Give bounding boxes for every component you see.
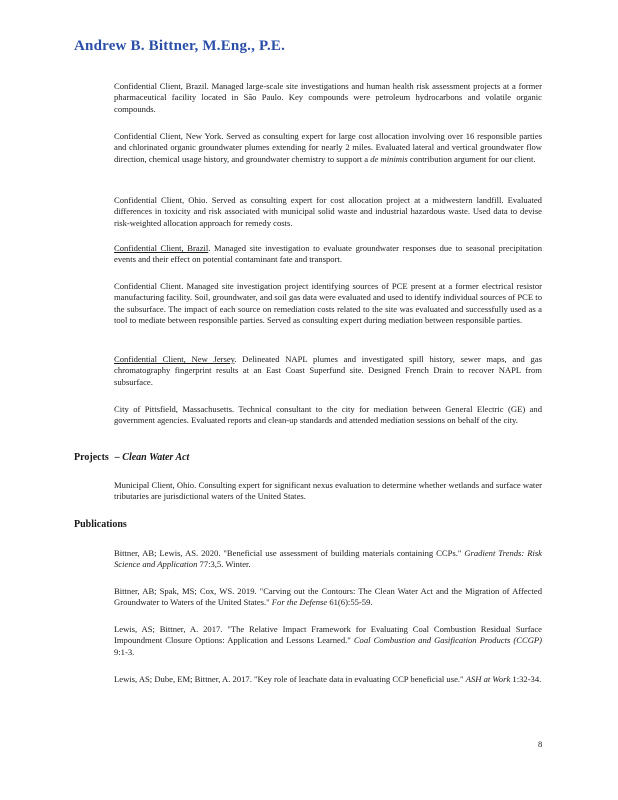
publication-journal: ASH at Work: [465, 674, 511, 684]
experience-entry: [114, 195, 542, 229]
section-projects-heading: [74, 452, 189, 463]
entry-client: Municipal Client, Ohio: [114, 480, 195, 490]
publication-text: Lewis, AS; Dube, EM; Bittner, A. 2017. "Key role of leachate data in evaluating CCP beneficial use.": [114, 674, 466, 684]
header-name: Andrew B. Bittner, M.Eng., P.E.: [74, 38, 286, 54]
publication-journal: Gradient Trends: Risk Science and Application: [114, 548, 542, 570]
entry-text: . Managed site investigation to evaluate groundwater responses due to seasonal precipitation events and their effect on potential contaminant fate and transport.: [114, 243, 542, 265]
entry-text: . Managed large-scale site investigations and human health risk assessment projects at a former pharmaceutical facility located in São Paulo. Key compounds were petroleum hydrocarbons and volatile organic compounds.: [114, 81, 542, 114]
experience-entry: [114, 281, 542, 326]
publication-journal: Coal Combustion and Gasification Products (CCGP): [353, 635, 543, 646]
publication-text: Bittner, AB; Lewis, AS. 2020. "Beneficial use assessment of building materials containing CCPs.": [114, 548, 465, 558]
section-title: Publications: [74, 519, 127, 530]
publication-tail: 1:32-34.: [510, 674, 542, 684]
entry-client: Confidential Client: [114, 281, 182, 291]
entry-tail: contribution argument for our client.: [407, 153, 536, 164]
entry-italic: de minimis: [370, 153, 408, 164]
publication-tail: 77:3,5. Winter.: [197, 559, 251, 570]
publication-entry: [114, 586, 542, 609]
publication-tail: 9:1-3.: [114, 646, 135, 657]
publication-text: Bittner, AB; Spak, MS; Cox, WS. 2019. "Carving out the Contours: The Clean Water Act and the Migration of Affected Groundwater to Waters of the United States.": [114, 586, 542, 608]
experience-entry: [114, 81, 542, 115]
publication-entry: [114, 548, 542, 571]
publication-entry: [114, 624, 542, 658]
experience-entry: [114, 404, 542, 427]
entry-text: . Served as consulting expert for large cost allocation involving over 16 responsible parties and chlorinated organic groundwater plumes extending for nearly 2 miles. Evaluated lateral and vertical groundwater flow direction, chemical usage history, and groundwater chemistry to support a: [114, 131, 542, 164]
page-number: 8: [538, 739, 543, 749]
entry-client: Confidential Client, New York: [114, 131, 222, 141]
entry-text: . Technical consultant to the city for mediation between General Electric (GE) and government agencies. Evaluated reports and clean-up standards and attended mediation sessions on behalf of the city.: [114, 404, 542, 426]
entry-client: Confidential Client, Brazil: [114, 81, 207, 91]
experience-entry: [114, 243, 542, 266]
entry-client: Confidential Client, Ohio: [114, 195, 206, 205]
publication-tail: 61(6):55-59.: [327, 597, 373, 608]
section-title: Projects: [74, 452, 109, 463]
entry-client: Confidential Client, Brazil: [114, 243, 209, 253]
entry-text: . Served as consulting expert for cost allocation project at a midwestern landfill. Evaluated differences in toxicity and risk associated with municipal solid waste and industrial hazardous waste. Used data to devise risk-weighted allocation approach for remedy costs.: [114, 195, 542, 228]
publication-journal: For the Defense: [271, 597, 328, 608]
entry-text: . Consulting expert for significant nexus evaluation to determine whether wetlands and surface water tributaries are jurisdictional waters of the United States.: [114, 480, 542, 502]
entry-client: Confidential Client, New Jersey: [114, 354, 235, 364]
section-subtitle: – Clean Water Act: [114, 452, 190, 463]
publication-entry: [114, 674, 542, 685]
experience-entry: [114, 131, 542, 165]
section-publications-heading: [74, 519, 127, 530]
entry-client: City of Pittsfield, Massachusetts: [114, 404, 232, 414]
experience-entry: [114, 480, 542, 503]
experience-entry: [114, 354, 542, 388]
entry-text: . Delineated NAPL plumes and investigated spill history, sewer maps, and gas chromatography fingerprint results at an East Coast Superfund site. Designed French Drain to recover NAPL from subsurface.: [114, 354, 542, 387]
publication-text: Lewis, AS; Bittner, A. 2017. "The Relative Impact Framework for Evaluating Coal Combustion Residual Surface Impoundment Closure Options: Application and Lessons Learned.": [114, 624, 542, 646]
entry-text: . Managed site investigation project identifying sources of PCE present at a former electrical resistor manufacturing facility. Soil, groundwater, and soil gas data were evaluated and used to identify individual sources of PCE to the subsurface. The impact of each source on remediation costs related to the site was evaluated and successfully used as a tool to mediate between responsible parties. Served as consulting expert during mediation between responsible parties.: [114, 281, 542, 325]
